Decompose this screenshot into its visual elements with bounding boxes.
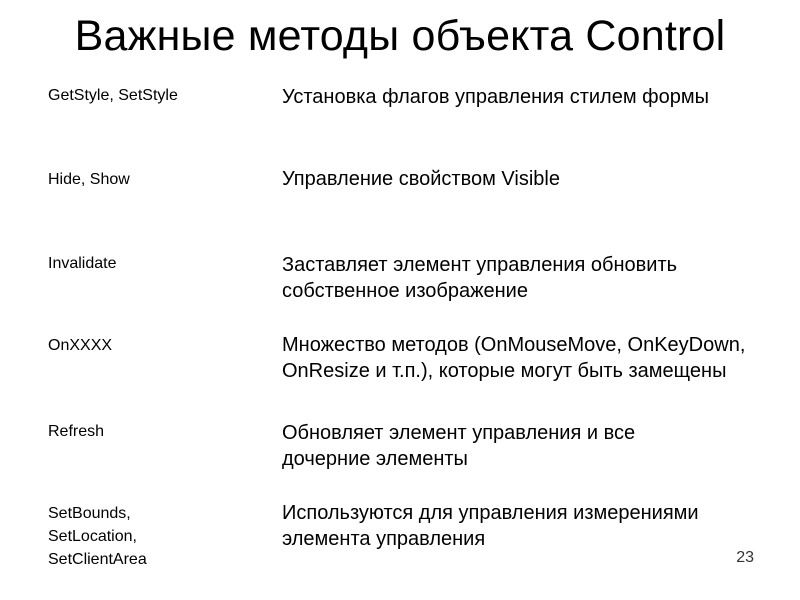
method-desc-onxxxx: Множество методов (OnMouseMove, OnKeyDown, OnResize и т.п.), которые могут быть замещены <box>282 334 746 382</box>
method-desc-refresh: Обновляет элемент управления и все дочерние элементы <box>282 422 636 470</box>
slide-title: Важные методы объекта Control <box>74 12 726 60</box>
method-desc-invalidate: Заставляет элемент управления обновить собственное изображение <box>282 254 678 302</box>
method-name-getstyle-setstyle: GetStyle, SetStyle <box>48 87 178 104</box>
method-name-invalidate: Invalidate <box>48 255 117 272</box>
method-desc-hide-show: Управление свойством Visible <box>282 168 560 190</box>
method-desc-getstyle-setstyle: Установка флагов управления стилем формы <box>282 86 709 108</box>
method-name-hide-show: Hide, Show <box>48 171 130 188</box>
method-desc-setbounds: Используются для управления измерениями элемента управления <box>282 502 699 550</box>
page-number: 23 <box>736 549 754 566</box>
method-name-setbounds: SetBounds, SetLocation, SetClientArea <box>48 505 147 568</box>
method-name-onxxxx: OnXXXX <box>48 337 113 354</box>
method-name-refresh: Refresh <box>48 423 105 440</box>
